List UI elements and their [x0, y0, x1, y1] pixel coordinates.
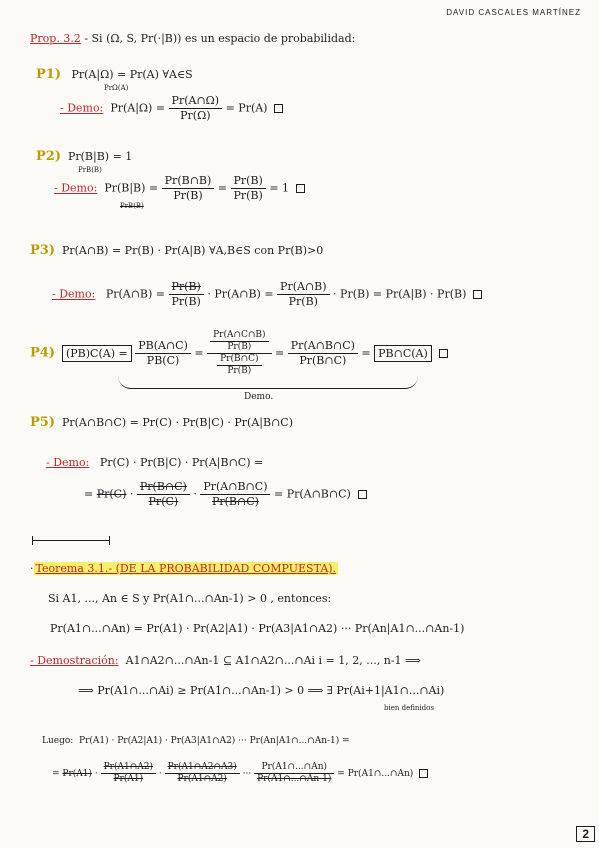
p4-label: P4) [30, 345, 55, 361]
p4-line: P4) (PB)C(A) = $\frac{PB(A\cap C)}{PB(C)}$ = $\frac{\frac{Pr(A\cap C\cap B)}{Pr(B)}}{\frac{Pr(B\cap C)}{Pr(B)}}$ = $\frac{Pr(A\cap B\cap C)}{Pr(B\cap C)}$ = PB∩C(A) [30, 330, 448, 377]
p4-num2a: Pr(A∩C∩B) [210, 330, 268, 342]
qed-box [439, 349, 448, 358]
p5-eq: = [84, 487, 94, 501]
p5-label: P5) [30, 415, 55, 430]
p4-num2 [207, 330, 271, 354]
p2-label: P2) [36, 149, 61, 164]
p4-den2a: Pr(B∩C) [217, 354, 261, 366]
p5-num2: Pr(A∩B∩C) [200, 480, 270, 495]
p3-label: P3) [30, 243, 55, 258]
teorema-title: Teorema 3.1.- (DE LA PROBABILIDAD COMPUESTA). [35, 562, 337, 575]
p1-fraction [169, 94, 223, 123]
p2-demo: - Demo: Pr(B|B) = $\frac{Pr(B\cap B)}{Pr(B)}$ = $\frac{Pr(B)}{Pr(B)}$ = 1 [54, 174, 305, 203]
qed-box [296, 184, 305, 193]
p3-num2: Pr(A∩B) [277, 280, 330, 295]
p5-statement-line [30, 416, 293, 430]
teorema-d2: ⟹ Pr(A1∩...∩Ai) ≥ Pr(A1∩...∩An-1) > 0 ⟹ ∃ Pr(Ai+1|A1∩...∩Ai) [78, 684, 445, 697]
p2-demo-label: - Demo: [54, 181, 98, 195]
p3-fraction-1 [169, 280, 204, 309]
p5-line1: Pr(C) · Pr(B|C) · Pr(A|B∩C) = [99, 456, 264, 469]
p4-den3: Pr(B∩C) [299, 354, 347, 367]
teorema-luego: Pr(A1) · Pr(A2|A1) · Pr(A3|A1∩A2) ··· Pr(An|A1∩...∩An-1) = [79, 736, 350, 746]
p5-strike1: Pr(C) [96, 487, 127, 501]
page-number: 2 [576, 826, 595, 842]
teorema-luego-label: Luego: [42, 736, 74, 746]
p3-rhs: · Pr(B) = Pr(A|B) · Pr(B) [333, 287, 467, 301]
p5-fraction-2 [200, 480, 270, 509]
p5-demo-line2: = Pr(C) · $\frac{Pr(B\cap C)}{Pr(C)}$ · $\frac{Pr(A\cap B\cap C)}{Pr(B\cap C)}$ = Pr(A∩B∩C) [84, 480, 367, 509]
p5-demo-label: - Demo: [46, 456, 90, 469]
p1-demo [60, 94, 283, 123]
p2-num1: Pr(B∩B) [162, 174, 215, 189]
p4-fraction-1 [135, 339, 191, 368]
teorema-f-dots: ··· [242, 769, 252, 779]
p4-den2 [207, 354, 271, 377]
teorema-header: · Teorema 3.1.- (DE LA PROBABILIDAD COMPUESTA). [30, 562, 337, 575]
qed-box [358, 490, 367, 499]
p2-rhs: = 1 [269, 181, 290, 195]
p1-demo-label: - Demo: [60, 101, 104, 115]
p2-fraction-2 [231, 174, 266, 203]
p4-den2b: Pr(B) [227, 366, 252, 376]
separator-rule [32, 540, 110, 541]
p4-lhs: (PB)C(A) = [62, 345, 132, 362]
teorema-f-den1: Pr(A1) [113, 774, 144, 784]
p2-num2: Pr(B) [231, 174, 266, 189]
teorema-f-den2: Pr(A1∩A2) [177, 774, 227, 784]
p3-statement-line [30, 244, 323, 258]
p2-den2: Pr(B) [233, 189, 263, 202]
teorema-f-num2: Pr(A1∩A2∩A3) [165, 762, 240, 774]
p1-statement-line [36, 68, 193, 82]
p4-den1: PB(C) [146, 354, 180, 367]
p4-num2b: Pr(B) [227, 342, 252, 352]
teorema-fraction-2 [165, 762, 240, 785]
teorema-f-num1: Pr(A1∩A2) [101, 762, 156, 774]
p2-sub2: PrB(B) [120, 202, 144, 210]
qed-box [274, 104, 283, 113]
p4-inner-den [217, 354, 261, 377]
p1-label: P1) [36, 67, 61, 82]
p1-demo-lhs: Pr(A|Ω) = [110, 101, 166, 115]
teorema-fraction-3 [254, 762, 334, 785]
p2-demo-lhs: Pr(B|B) = [104, 181, 159, 195]
p3-demo [52, 280, 482, 309]
teorema-f-den3: Pr(A1∩...∩An-1) [257, 774, 332, 784]
qed-box [419, 769, 428, 778]
p1-statement: Pr(A|Ω) = Pr(A) ∀A∈S [71, 68, 193, 81]
p4-brace-label: Demo. [244, 392, 274, 402]
teorema-final-line: = Pr(A1) · $\frac{Pr(A1\cap A2)}{Pr(A1)}$ · $\frac{Pr(A1\cap A2\cap A3)}{Pr(A1\cap A2)}$ ··· $\frac{Pr(A1\cap...\cap An)}{Pr(A1\cap...\cap An-1)}$ = Pr(A1∩...∩An) [52, 762, 428, 785]
p5-statement: Pr(A∩B∩C) = Pr(C) · Pr(B|C) · Pr(A|B∩C) [61, 416, 294, 429]
p3-demo-label: - Demo: [52, 287, 96, 301]
p5-fraction-1 [137, 480, 190, 509]
teorema-luego-line [42, 736, 350, 747]
p3-den1: Pr(B) [171, 295, 201, 308]
p2-statement-line [36, 150, 132, 164]
prop-header [30, 32, 355, 46]
p5-den1: Pr(C) [148, 495, 179, 508]
p5-rhs: = Pr(A∩B∩C) [273, 487, 351, 501]
teorema-formula: Pr(A1∩...∩An) = Pr(A1) · Pr(A2|A1) · Pr(A3|A1∩A2) ··· Pr(An|A1∩...∩An-1) [50, 622, 465, 635]
p5-demo-line1 [46, 456, 263, 470]
p2-fraction-1 [162, 174, 215, 203]
prop-title: Prop. 3.2 [30, 32, 81, 45]
p1-sub: PrΩ(A) [104, 84, 129, 92]
qed-box [473, 290, 482, 299]
p2-sub1: PrB(B) [78, 166, 102, 174]
teorema-f-eq: = [52, 769, 60, 779]
p3-fraction-2 [277, 280, 330, 309]
teorema-f-rhs: = Pr(A1∩...∩An) [337, 769, 414, 779]
p1-num: Pr(A∩Ω) [169, 94, 223, 109]
teorema-demo-line1 [30, 654, 421, 668]
teorema-demo-label: - Demostración: [30, 654, 119, 667]
teorema-f-num3: Pr(A1∩...∩An) [254, 762, 334, 774]
p4-brace [118, 376, 418, 389]
p1-rhs: = Pr(A) [225, 101, 268, 115]
prop-text: - Si (Ω, S, Pr(·|B)) es un espacio de probabilidad: [84, 32, 356, 45]
p3-mid: · Pr(A∩B) = [207, 287, 274, 301]
p4-num3: Pr(A∩B∩C) [288, 339, 358, 354]
p4-rhs: PB∩C(A) [374, 345, 432, 362]
teorema-hypothesis: Si A1, ..., An ∈ S y Pr(A1∩...∩An-1) > 0 , entonces: [48, 592, 332, 605]
p3-statement: Pr(A∩B) = Pr(B) · Pr(A|B) ∀A,B∈S con Pr(B)>0 [61, 244, 324, 257]
p4-num1: PB(A∩C) [135, 339, 191, 354]
p5-den2: Pr(B∩C) [211, 495, 259, 508]
p4-fraction-2 [207, 330, 271, 377]
p3-demo-lhs: Pr(A∩B) = [105, 287, 166, 301]
p5-num1: Pr(B∩C) [137, 480, 190, 495]
teorema-d2-note: bien definidos [384, 704, 434, 712]
teorema-f-strike: Pr(A1) [62, 769, 93, 779]
p4-fraction-3 [288, 339, 358, 368]
p2-den1: Pr(B) [173, 189, 203, 202]
p3-num1: Pr(B) [169, 280, 204, 295]
author-name: DAVID CASCALES MARTÍNEZ [446, 8, 581, 17]
teorema-d1: A1∩A2∩...∩An-1 ⊆ A1∩A2∩...∩Ai i = 1, 2, ..., n-1 ⟹ [125, 654, 421, 667]
p4-inner-num [210, 330, 268, 353]
p1-den: Pr(Ω) [180, 109, 211, 122]
teorema-fraction-1 [101, 762, 156, 785]
p2-statement: Pr(B|B) = 1 [67, 150, 133, 163]
p3-den2: Pr(B) [288, 295, 318, 308]
